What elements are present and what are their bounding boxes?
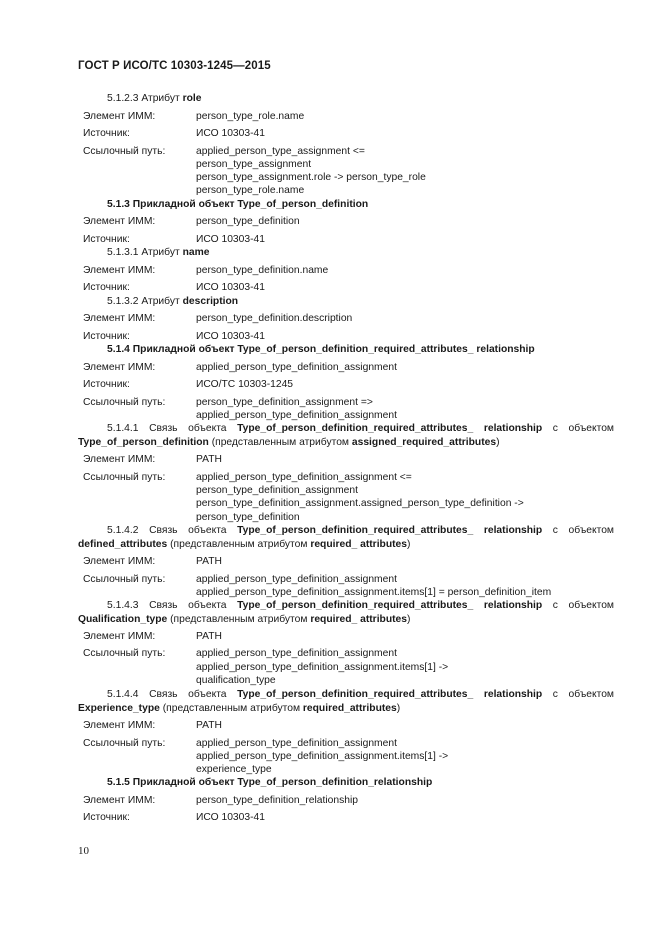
source-value: ИСО/ТС 10303-1245	[196, 379, 294, 390]
source-label: Источник:	[83, 128, 130, 139]
source-label: Источник:	[83, 331, 130, 342]
element-label: Элемент ИММ:	[83, 362, 156, 373]
attribute-name: description	[182, 296, 239, 307]
section-title: 5.1.5 Прикладной объект Type_of_person_definition_relationship	[107, 777, 433, 788]
attribute-name: role	[182, 93, 202, 104]
page-number: 10	[78, 845, 89, 857]
path-line: person_type_assignment	[196, 159, 312, 170]
element-label: Элемент ИММ:	[83, 216, 156, 227]
element-value: person_type_definition.description	[196, 313, 353, 324]
path-label: Ссылочный путь:	[83, 574, 166, 585]
path-line: person_type_assignment.role -> person_type_role	[196, 172, 426, 183]
path-line: applied_person_type_definition_assignment	[196, 738, 397, 749]
element-label: Элемент ИММ:	[83, 265, 156, 276]
source-value: ИСО 10303-41	[196, 234, 265, 245]
relation-heading-line2: Type_of_person_definition (представленным атрибутом assigned_required_attributes)	[78, 437, 500, 448]
attribute-heading	[107, 92, 201, 105]
path-line: applied_person_type_definition_assignment	[196, 410, 397, 421]
path-line: applied_person_type_definition_assignment.items[1] ->	[196, 751, 449, 762]
path-label: Ссылочный путь:	[83, 472, 166, 483]
path-line: applied_person_type_assignment <=	[196, 146, 365, 157]
path-line: experience_type	[196, 764, 272, 775]
path-line: person_type_definition_assignment =>	[196, 397, 373, 408]
attribute-number: 5.1.2.3 Атрибут	[107, 93, 183, 104]
attribute-heading	[107, 246, 210, 259]
source-value: ИСО 10303-41	[196, 812, 265, 823]
element-value: person_type_definition_relationship	[196, 795, 359, 806]
path-line: applied_person_type_definition_assignment <=	[196, 472, 412, 483]
attribute-number: 5.1.3.1 Атрибут	[107, 247, 183, 258]
path-line: person_type_definition_assignment	[196, 485, 359, 496]
relation-heading-line2: Experience_type (представленным атрибутом required_attributes)	[78, 703, 401, 714]
element-value: person_type_definition	[196, 216, 300, 227]
element-value: person_type_role.name	[196, 111, 305, 122]
element-value: applied_person_type_definition_assignment	[196, 362, 397, 373]
path-line: applied_person_type_definition_assignment.items[1] = person_definition_item	[196, 587, 552, 598]
source-value: ИСО 10303-41	[196, 331, 265, 342]
source-value: ИСО 10303-41	[196, 282, 265, 293]
section-title: 5.1.4 Прикладной объект Type_of_person_definition_required_attributes_ relationship	[107, 344, 535, 355]
relation-heading-line1: 5.1.4.3 Связь объекта Type_of_person_definition_required_attributes_ relationship с объектом	[107, 600, 615, 611]
element-label: Элемент ИММ:	[83, 313, 156, 324]
relation-heading-line2: Qualification_type (представленным атрибутом required_ attributes)	[78, 614, 411, 625]
source-label: Источник:	[83, 282, 130, 293]
path-line: qualification_type	[196, 675, 276, 686]
source-value: ИСО 10303-41	[196, 128, 265, 139]
document-header: ГОСТ Р ИСО/ТС 10303-1245—2015	[78, 60, 271, 72]
path-line: person_type_definition_assignment.assigned_person_type_definition ->	[196, 498, 524, 509]
relation-heading-line1: 5.1.4.2 Связь объекта Type_of_person_definition_required_attributes_ relationship с объектом	[107, 525, 615, 536]
element-value: PATH	[196, 720, 222, 731]
attribute-name: name	[182, 247, 210, 258]
path-line: applied_person_type_definition_assignment	[196, 574, 397, 585]
element-value: PATH	[196, 454, 222, 465]
element-label: Элемент ИММ:	[83, 720, 156, 731]
element-label: Элемент ИММ:	[83, 795, 156, 806]
path-label: Ссылочный путь:	[83, 146, 166, 157]
source-label: Источник:	[83, 234, 130, 245]
element-label: Элемент ИММ:	[83, 631, 156, 642]
element-label: Элемент ИММ:	[83, 111, 156, 122]
element-value: person_type_definition.name	[196, 265, 329, 276]
element-label: Элемент ИММ:	[83, 454, 156, 465]
path-label: Ссылочный путь:	[83, 738, 166, 749]
relation-heading-line1: 5.1.4.1 Связь объекта Type_of_person_definition_required_attributes_ relationship с объектом	[107, 423, 615, 434]
path-line: applied_person_type_definition_assignment.items[1] ->	[196, 662, 449, 673]
section-title: 5.1.3 Прикладной объект Type_of_person_definition	[107, 199, 369, 210]
path-line: person_type_role.name	[196, 185, 305, 196]
attribute-number: 5.1.3.2 Атрибут	[107, 296, 183, 307]
element-value: PATH	[196, 631, 222, 642]
relation-heading-line2: defined_attributes (представленным атрибутом required_ attributes)	[78, 539, 411, 550]
path-line: applied_person_type_definition_assignment	[196, 648, 397, 659]
source-label: Источник:	[83, 812, 130, 823]
element-label: Элемент ИММ:	[83, 556, 156, 567]
path-label: Ссылочный путь:	[83, 397, 166, 408]
relation-heading-line1: 5.1.4.4 Связь объекта Type_of_person_definition_required_attributes_ relationship с объектом	[107, 689, 615, 700]
source-label: Источник:	[83, 379, 130, 390]
path-label: Ссылочный путь:	[83, 648, 166, 659]
element-value: PATH	[196, 556, 222, 567]
path-line: person_type_definition	[196, 512, 300, 523]
attribute-heading	[107, 295, 238, 308]
